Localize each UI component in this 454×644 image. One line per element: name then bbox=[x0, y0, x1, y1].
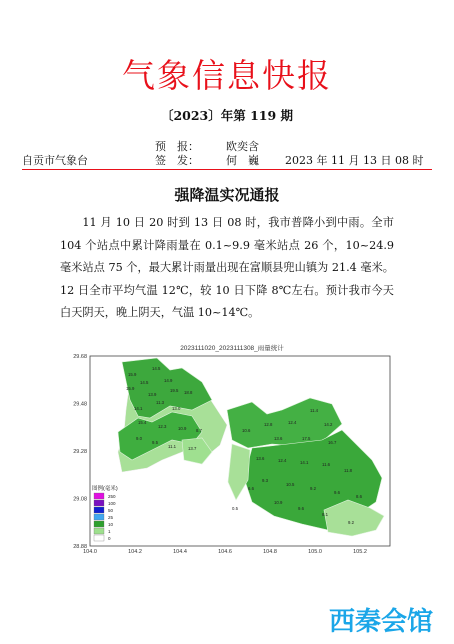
y-tick-label: 29.28 bbox=[73, 449, 87, 455]
station-value: 12.3 bbox=[158, 424, 167, 429]
station-value: 10.9 bbox=[274, 500, 283, 505]
legend-title: 图例(毫米) bbox=[92, 486, 118, 492]
legend-label: 10 bbox=[108, 522, 114, 527]
y-tick-label: 28.88 bbox=[73, 544, 87, 550]
legend-label: 0 bbox=[108, 536, 111, 541]
legend-label: 50 bbox=[108, 508, 114, 513]
station-value: 9.2 bbox=[348, 520, 354, 525]
station-value: 9.6 bbox=[334, 490, 340, 495]
x-tick-label: 105.2 bbox=[353, 549, 367, 555]
legend-swatch bbox=[94, 507, 104, 513]
header-divider bbox=[22, 169, 432, 170]
legend-swatch bbox=[94, 528, 104, 534]
signer-label: 签 发： bbox=[155, 154, 199, 167]
station-value: 14.1 bbox=[300, 460, 309, 465]
legend-label: 25 bbox=[108, 515, 114, 520]
station-value: 14.5 bbox=[152, 366, 161, 371]
station-value: 9.2 bbox=[310, 486, 316, 491]
station-value: 13.7 bbox=[188, 446, 197, 451]
rainfall-map bbox=[52, 340, 402, 555]
legend-swatch bbox=[94, 514, 104, 520]
station-value: 9.0 bbox=[136, 436, 142, 441]
station-value: 14.5 bbox=[140, 380, 149, 385]
station-value: 9.3 bbox=[262, 478, 268, 483]
legend-label: 100 bbox=[108, 501, 116, 506]
forecaster-label: 预 报： bbox=[155, 140, 199, 153]
x-tick-label: 105.0 bbox=[308, 549, 322, 555]
legend-swatch bbox=[94, 500, 104, 506]
station-value: 8.6 bbox=[356, 494, 362, 499]
watermark-logo bbox=[320, 605, 442, 635]
x-tick-label: 104.0 bbox=[83, 549, 97, 555]
x-tick-label: 104.4 bbox=[173, 549, 187, 555]
x-tick-label: 104.6 bbox=[218, 549, 232, 555]
y-tick-label: 29.48 bbox=[73, 401, 87, 408]
station-value: 13.6 bbox=[256, 456, 265, 461]
legend-swatch bbox=[94, 493, 104, 499]
station-value: 6.6 bbox=[248, 486, 254, 491]
station-value: 15.9 bbox=[128, 372, 137, 377]
station-value: 8.1 bbox=[322, 512, 328, 517]
legend-label: 1 bbox=[108, 529, 111, 534]
article-body: 11 月 10 日 20 时到 13 日 08 时，我市普降小到中雨。全市 104 个站点中累计降雨量在 0.1~9.9 毫米站点 26 个，10~24.9 毫米站点 75 个，最大累计雨量出现在富顺县兜山镇为 21.4 毫米。12 日全市平均气温 12℃，较 10 日下降 8℃左右。预计我市今天白天阴天，晚上阴天，气温 10~14℃。 bbox=[60, 216, 394, 319]
y-tick-label: 29.08 bbox=[73, 496, 87, 503]
station-value: 14.2 bbox=[324, 422, 333, 427]
station-value: 13.9 bbox=[148, 392, 157, 397]
station-value: 11.6 bbox=[322, 462, 331, 467]
article-headline: 强降温实况通报 bbox=[174, 186, 280, 204]
station-value: 14.9 bbox=[164, 378, 173, 383]
legend-label: 250 bbox=[108, 494, 116, 499]
station-value: 12.4 bbox=[278, 458, 287, 463]
station-value: 19.5 bbox=[170, 388, 179, 393]
station-value: 10.9 bbox=[178, 426, 187, 431]
station-value: 9.6 bbox=[298, 506, 304, 511]
station-value: 11.4 bbox=[310, 408, 319, 413]
legend-swatch bbox=[94, 535, 104, 541]
report-title: 气象信息快报 bbox=[122, 56, 332, 95]
watermark-text: 西秦会馆 bbox=[328, 607, 434, 635]
signer-name: 何 巍 bbox=[226, 154, 259, 167]
forecaster-name: 欧奕含 bbox=[226, 140, 259, 153]
station-value: 10.5 bbox=[286, 482, 295, 487]
issue-number: 〔2023〕年第 119 期 bbox=[160, 108, 294, 123]
station-value: 0.5 bbox=[232, 506, 238, 511]
y-tick-label: 29.68 bbox=[73, 354, 87, 360]
x-tick-label: 104.8 bbox=[263, 549, 277, 555]
station-value: 15.4 bbox=[138, 420, 147, 425]
station-value: 11.3 bbox=[156, 400, 165, 405]
station-value: 14.1 bbox=[134, 406, 143, 411]
station-value: 11.8 bbox=[344, 468, 353, 473]
station-value: 10.6 bbox=[242, 428, 251, 433]
legend-swatch bbox=[94, 521, 104, 527]
station-value: 13.0 bbox=[172, 406, 181, 411]
issue-datetime: 2023 年 11 月 13 日 08 时 bbox=[285, 154, 424, 167]
station-value: 15.9 bbox=[126, 386, 135, 391]
station-value: 12.8 bbox=[264, 422, 273, 427]
station-value: 13.6 bbox=[274, 436, 283, 441]
station-value: 17.5 bbox=[302, 436, 311, 441]
station-value: 8.7 bbox=[196, 428, 202, 433]
station-value: 18.8 bbox=[184, 390, 193, 395]
map-title: 2023111020_2023111308_雨量统计 bbox=[180, 345, 284, 352]
issuing-org: 自贡市气象台 bbox=[22, 154, 88, 167]
station-value: 16.7 bbox=[328, 440, 337, 445]
x-tick-label: 104.2 bbox=[128, 549, 142, 555]
station-value: 11.1 bbox=[168, 444, 177, 449]
station-value: 12.4 bbox=[288, 420, 297, 425]
station-value: 9.5 bbox=[152, 440, 158, 445]
